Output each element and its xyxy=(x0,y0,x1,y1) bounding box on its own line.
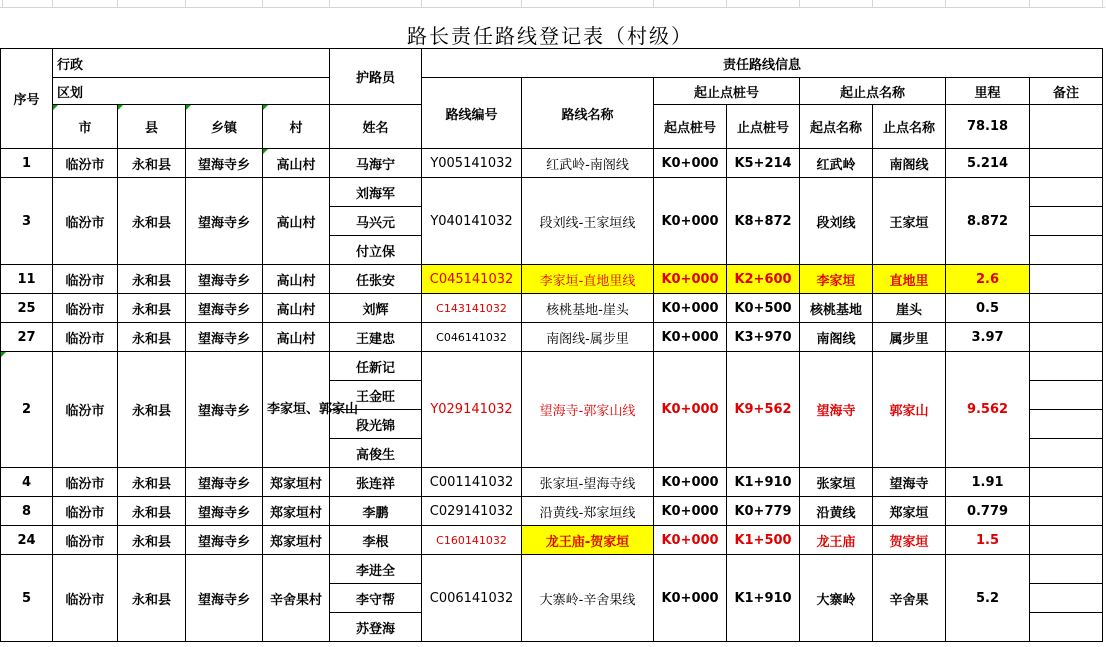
cell-route-code[interactable]: C046141032 xyxy=(422,323,522,352)
cell-start-pile[interactable]: K0+000 xyxy=(654,352,727,468)
cell-town[interactable]: 望海寺乡 xyxy=(186,526,263,555)
cell-remark[interactable] xyxy=(1030,381,1103,410)
comment-marker xyxy=(53,105,58,110)
cell-county[interactable]: 永和县 xyxy=(118,149,186,178)
cell-remark[interactable] xyxy=(1030,178,1103,207)
cell-mileage[interactable]: 9.562 xyxy=(946,352,1030,468)
cell-mileage[interactable]: 5.2 xyxy=(946,555,1030,642)
cell-seq[interactable]: 24 xyxy=(1,526,53,555)
header-village[interactable]: 村 xyxy=(263,105,330,149)
cell-route-code[interactable]: Y040141032 xyxy=(422,178,522,265)
cell-remark[interactable] xyxy=(1030,439,1103,468)
cell-route-name[interactable]: 红武岭-南阁线 xyxy=(522,149,654,178)
sheet-title: 路长责任路线登记表（村级） xyxy=(407,24,693,48)
cell-city[interactable]: 临汾市 xyxy=(53,265,118,294)
cell-county[interactable]: 永和县 xyxy=(118,265,186,294)
cell-remark[interactable] xyxy=(1030,323,1103,352)
cell-mileage[interactable]: 1.5 xyxy=(946,526,1030,555)
cell-guard[interactable]: 高俊生 xyxy=(330,439,422,468)
cell-end-pile[interactable]: K0+779 xyxy=(727,497,800,526)
table-row xyxy=(1,468,1106,497)
header-remark[interactable]: 备注 xyxy=(1030,78,1103,105)
cell-city[interactable]: 临汾市 xyxy=(53,497,118,526)
cell-village[interactable]: 高山村 xyxy=(263,294,330,323)
cell-route-name[interactable]: 南阁线-属步里 xyxy=(522,323,654,352)
cell-seq[interactable]: 5 xyxy=(1,555,53,642)
header-pile-range[interactable]: 起止点桩号 xyxy=(654,78,800,105)
cell-start-pile[interactable]: K0+000 xyxy=(654,294,727,323)
cell-start-name[interactable]: 李家垣 xyxy=(800,265,873,294)
cell-start-name[interactable]: 沿黄线 xyxy=(800,497,873,526)
cell-city[interactable]: 临汾市 xyxy=(53,323,118,352)
cell-route-code[interactable]: C143141032 xyxy=(422,294,522,323)
table-row xyxy=(1,149,1106,178)
comment-marker xyxy=(118,105,123,110)
cell-county[interactable]: 永和县 xyxy=(118,323,186,352)
header-end-name[interactable]: 止点名称 xyxy=(873,105,946,149)
cell-mileage[interactable]: 8.872 xyxy=(946,178,1030,265)
table-row xyxy=(1,497,1106,526)
cell-town[interactable]: 望海寺乡 xyxy=(186,178,263,265)
cell-county[interactable]: 永和县 xyxy=(118,178,186,265)
header-route-name[interactable]: 路线名称 xyxy=(522,78,654,149)
cell-start-pile[interactable]: K0+000 xyxy=(654,526,727,555)
cell-mileage[interactable]: 0.5 xyxy=(946,294,1030,323)
cell-town[interactable]: 望海寺乡 xyxy=(186,468,263,497)
header-county[interactable]: 县 xyxy=(118,105,186,149)
cell-remark[interactable] xyxy=(1030,236,1103,265)
table-row xyxy=(1,265,1106,294)
cell-route-code[interactable]: Y029141032 xyxy=(422,352,522,468)
table-row xyxy=(1,526,1106,555)
cell-route-code[interactable]: C001141032 xyxy=(422,468,522,497)
cell-seq[interactable]: 8 xyxy=(1,497,53,526)
cell-guard[interactable]: 刘辉 xyxy=(330,294,422,323)
cell-end-pile[interactable]: K1+910 xyxy=(727,468,800,497)
route-register-table xyxy=(0,48,1106,642)
cell-start-name[interactable]: 红武岭 xyxy=(800,149,873,178)
header-point-names[interactable]: 起止点名称 xyxy=(800,78,946,105)
cell-guard[interactable]: 段光锦 xyxy=(330,410,422,439)
cell-route-name[interactable]: 段刘线-王家垣线 xyxy=(522,178,654,265)
cell-city[interactable]: 临汾市 xyxy=(53,352,118,468)
cell-village[interactable]: 高山村 xyxy=(263,265,330,294)
cell-remark[interactable] xyxy=(1030,526,1103,555)
cell-end-pile[interactable]: K2+600 xyxy=(727,265,800,294)
cell-start-pile[interactable]: K0+000 xyxy=(654,178,727,265)
cell-end-name[interactable]: 贺家垣 xyxy=(873,526,946,555)
header-admin-line1[interactable]: 行政 xyxy=(53,49,330,78)
cell-mileage[interactable]: 1.91 xyxy=(946,468,1030,497)
cell-end-pile[interactable]: K0+500 xyxy=(727,294,800,323)
cell-village[interactable]: 李家垣、郭家山 xyxy=(263,352,330,468)
header-guard[interactable]: 护路员 xyxy=(330,49,422,105)
header-city[interactable]: 市 xyxy=(53,105,118,149)
cell-route-name[interactable]: 李家垣-直地里线 xyxy=(522,265,654,294)
cell-town[interactable]: 望海寺乡 xyxy=(186,352,263,468)
cell-remark[interactable] xyxy=(1030,294,1103,323)
cell-remark[interactable] xyxy=(1030,410,1103,439)
cell-guard[interactable]: 李鹏 xyxy=(330,497,422,526)
cell-start-pile[interactable]: K0+000 xyxy=(654,555,727,642)
cell-village[interactable]: 高山村 xyxy=(263,178,330,265)
cell-end-pile[interactable]: K9+562 xyxy=(727,352,800,468)
cell-town[interactable]: 望海寺乡 xyxy=(186,294,263,323)
cell-county[interactable]: 永和县 xyxy=(118,352,186,468)
cell-county[interactable]: 永和县 xyxy=(118,294,186,323)
comment-marker xyxy=(186,105,191,110)
cell-remark[interactable] xyxy=(1030,555,1103,584)
table-row xyxy=(1,323,1106,352)
cell-start-pile[interactable]: K0+000 xyxy=(654,497,727,526)
cell-guard[interactable]: 苏登海 xyxy=(330,613,422,642)
cell-start-name[interactable]: 龙王庙 xyxy=(800,526,873,555)
cell-town[interactable]: 望海寺乡 xyxy=(186,265,263,294)
cell-route-code[interactable]: C029141032 xyxy=(422,497,522,526)
cell-start-pile[interactable]: K0+000 xyxy=(654,468,727,497)
cell-end-name[interactable]: 王家垣 xyxy=(873,178,946,265)
cell-end-pile[interactable]: K5+214 xyxy=(727,149,800,178)
cell-county[interactable]: 永和县 xyxy=(118,468,186,497)
cell-remark[interactable] xyxy=(1030,352,1103,381)
cell-guard[interactable]: 刘海军 xyxy=(330,178,422,207)
cell-end-name[interactable]: 直地里 xyxy=(873,265,946,294)
cell-route-name[interactable]: 大寨岭-辛舍果线 xyxy=(522,555,654,642)
cell-start-pile[interactable]: K0+000 xyxy=(654,149,727,178)
header-seq[interactable]: 序号 xyxy=(1,49,53,149)
cell-remark[interactable] xyxy=(1030,497,1103,526)
header-town[interactable]: 乡镇 xyxy=(186,105,263,149)
cell-end-name[interactable]: 崖头 xyxy=(873,294,946,323)
cell-end-name[interactable]: 望海寺 xyxy=(873,468,946,497)
cell-guard[interactable]: 付立保 xyxy=(330,236,422,265)
comment-marker xyxy=(1,352,6,357)
cell-town[interactable]: 望海寺乡 xyxy=(186,497,263,526)
cell-route-code[interactable]: C160141032 xyxy=(422,526,522,555)
table-row xyxy=(1,178,1106,207)
cell-route-code[interactable]: C045141032 xyxy=(422,265,522,294)
header-mileage[interactable]: 里程 xyxy=(946,78,1030,105)
cell-start-name[interactable]: 段刘线 xyxy=(800,178,873,265)
cell-county[interactable]: 永和县 xyxy=(118,497,186,526)
cell-end-pile[interactable]: K8+872 xyxy=(727,178,800,265)
cell-mileage[interactable]: 0.779 xyxy=(946,497,1030,526)
table-row xyxy=(1,294,1106,323)
cell-seq[interactable]: 11 xyxy=(1,265,53,294)
cell-county[interactable]: 永和县 xyxy=(118,526,186,555)
table-row xyxy=(1,352,1106,381)
cell-guard[interactable]: 王金旺 xyxy=(330,381,422,410)
cell-city[interactable]: 临汾市 xyxy=(53,178,118,265)
cell-county[interactable]: 永和县 xyxy=(118,555,186,642)
cell-route-name[interactable]: 张家垣-望海寺线 xyxy=(522,468,654,497)
cell-start-name[interactable]: 望海寺 xyxy=(800,352,873,468)
sheet-top-gridlines xyxy=(0,0,1105,8)
cell-start-name[interactable]: 南阁线 xyxy=(800,323,873,352)
header-route-code[interactable]: 路线编号 xyxy=(422,78,522,149)
cell-seq[interactable]: 25 xyxy=(1,294,53,323)
cell-start-name[interactable]: 大寨岭 xyxy=(800,555,873,642)
cell-mileage[interactable]: 3.97 xyxy=(946,323,1030,352)
cell-seq[interactable]: 2 xyxy=(1,352,53,468)
cell-town[interactable]: 望海寺乡 xyxy=(186,555,263,642)
cell-end-name[interactable]: 属步里 xyxy=(873,323,946,352)
table-row xyxy=(1,555,1106,584)
header-mileage-total[interactable]: 78.18 xyxy=(946,105,1030,149)
cell-remark[interactable] xyxy=(1030,149,1103,178)
cell-mileage[interactable]: 2.6 xyxy=(946,265,1030,294)
cell-end-name[interactable]: 郑家垣 xyxy=(873,497,946,526)
header-end-pile[interactable]: 止点桩号 xyxy=(727,105,800,149)
cell-guard[interactable]: 任张安 xyxy=(330,265,422,294)
header-remark-empty[interactable] xyxy=(1030,105,1103,149)
cell-village[interactable]: 辛舍果村 xyxy=(263,555,330,642)
cell-route-code[interactable]: Y005141032 xyxy=(422,149,522,178)
cell-guard[interactable]: 李守帮 xyxy=(330,584,422,613)
cell-guard[interactable]: 马兴元 xyxy=(330,207,422,236)
cell-start-pile[interactable]: K0+000 xyxy=(654,265,727,294)
cell-city[interactable]: 临汾市 xyxy=(53,526,118,555)
cell-guard[interactable]: 马海宁 xyxy=(330,149,422,178)
cell-town[interactable]: 望海寺乡 xyxy=(186,323,263,352)
cell-guard[interactable]: 李根 xyxy=(330,526,422,555)
cell-end-name[interactable]: 郭家山 xyxy=(873,352,946,468)
cell-remark[interactable] xyxy=(1030,468,1103,497)
cell-route-name[interactable]: 龙王庙-贺家垣 xyxy=(522,526,654,555)
cell-end-pile[interactable]: K1+500 xyxy=(727,526,800,555)
cell-village[interactable]: 高山村 xyxy=(263,323,330,352)
cell-village[interactable]: 郑家垣村 xyxy=(263,526,330,555)
cell-village[interactable]: 郑家垣村 xyxy=(263,468,330,497)
cell-guard[interactable]: 李进全 xyxy=(330,555,422,584)
header-start-pile[interactable]: 起点桩号 xyxy=(654,105,727,149)
cell-route-name[interactable]: 核桃基地-崖头 xyxy=(522,294,654,323)
cell-guard[interactable]: 王建忠 xyxy=(330,323,422,352)
cell-seq[interactable]: 3 xyxy=(1,178,53,265)
cell-remark[interactable] xyxy=(1030,584,1103,613)
cell-city[interactable]: 临汾市 xyxy=(53,149,118,178)
comment-marker xyxy=(263,105,268,110)
cell-start-pile[interactable]: K0+000 xyxy=(654,323,727,352)
cell-seq[interactable]: 4 xyxy=(1,468,53,497)
cell-end-name[interactable]: 南阁线 xyxy=(873,149,946,178)
comment-marker xyxy=(263,149,268,154)
cell-start-name[interactable]: 核桃基地 xyxy=(800,294,873,323)
cell-start-name[interactable]: 张家垣 xyxy=(800,468,873,497)
cell-city[interactable]: 临汾市 xyxy=(53,468,118,497)
cell-city[interactable]: 临汾市 xyxy=(53,555,118,642)
cell-mileage[interactable]: 5.214 xyxy=(946,149,1030,178)
cell-remark[interactable] xyxy=(1030,265,1103,294)
cell-end-pile[interactable]: K3+970 xyxy=(727,323,800,352)
cell-guard[interactable]: 任新记 xyxy=(330,352,422,381)
cell-seq[interactable]: 1 xyxy=(1,149,53,178)
cell-route-name[interactable]: 望海寺-郭家山线 xyxy=(522,352,654,468)
cell-end-name[interactable]: 辛舍果 xyxy=(873,555,946,642)
cell-village[interactable]: 郑家垣村 xyxy=(263,497,330,526)
header-admin-line2[interactable]: 区划 xyxy=(53,78,330,105)
header-start-name[interactable]: 起点名称 xyxy=(800,105,873,149)
header-name[interactable]: 姓名 xyxy=(330,105,422,149)
cell-remark[interactable] xyxy=(1030,207,1103,236)
cell-end-pile[interactable]: K1+910 xyxy=(727,555,800,642)
cell-route-name[interactable]: 沿黄线-郑家垣线 xyxy=(522,497,654,526)
cell-town[interactable]: 望海寺乡 xyxy=(186,149,263,178)
cell-route-code[interactable]: C006141032 xyxy=(422,555,522,642)
cell-village[interactable]: 高山村 xyxy=(263,149,330,178)
cell-guard[interactable]: 张连祥 xyxy=(330,468,422,497)
cell-remark[interactable] xyxy=(1030,613,1103,642)
cell-seq[interactable]: 27 xyxy=(1,323,53,352)
cell-city[interactable]: 临汾市 xyxy=(53,294,118,323)
header-route-info[interactable]: 责任路线信息 xyxy=(422,49,1103,78)
